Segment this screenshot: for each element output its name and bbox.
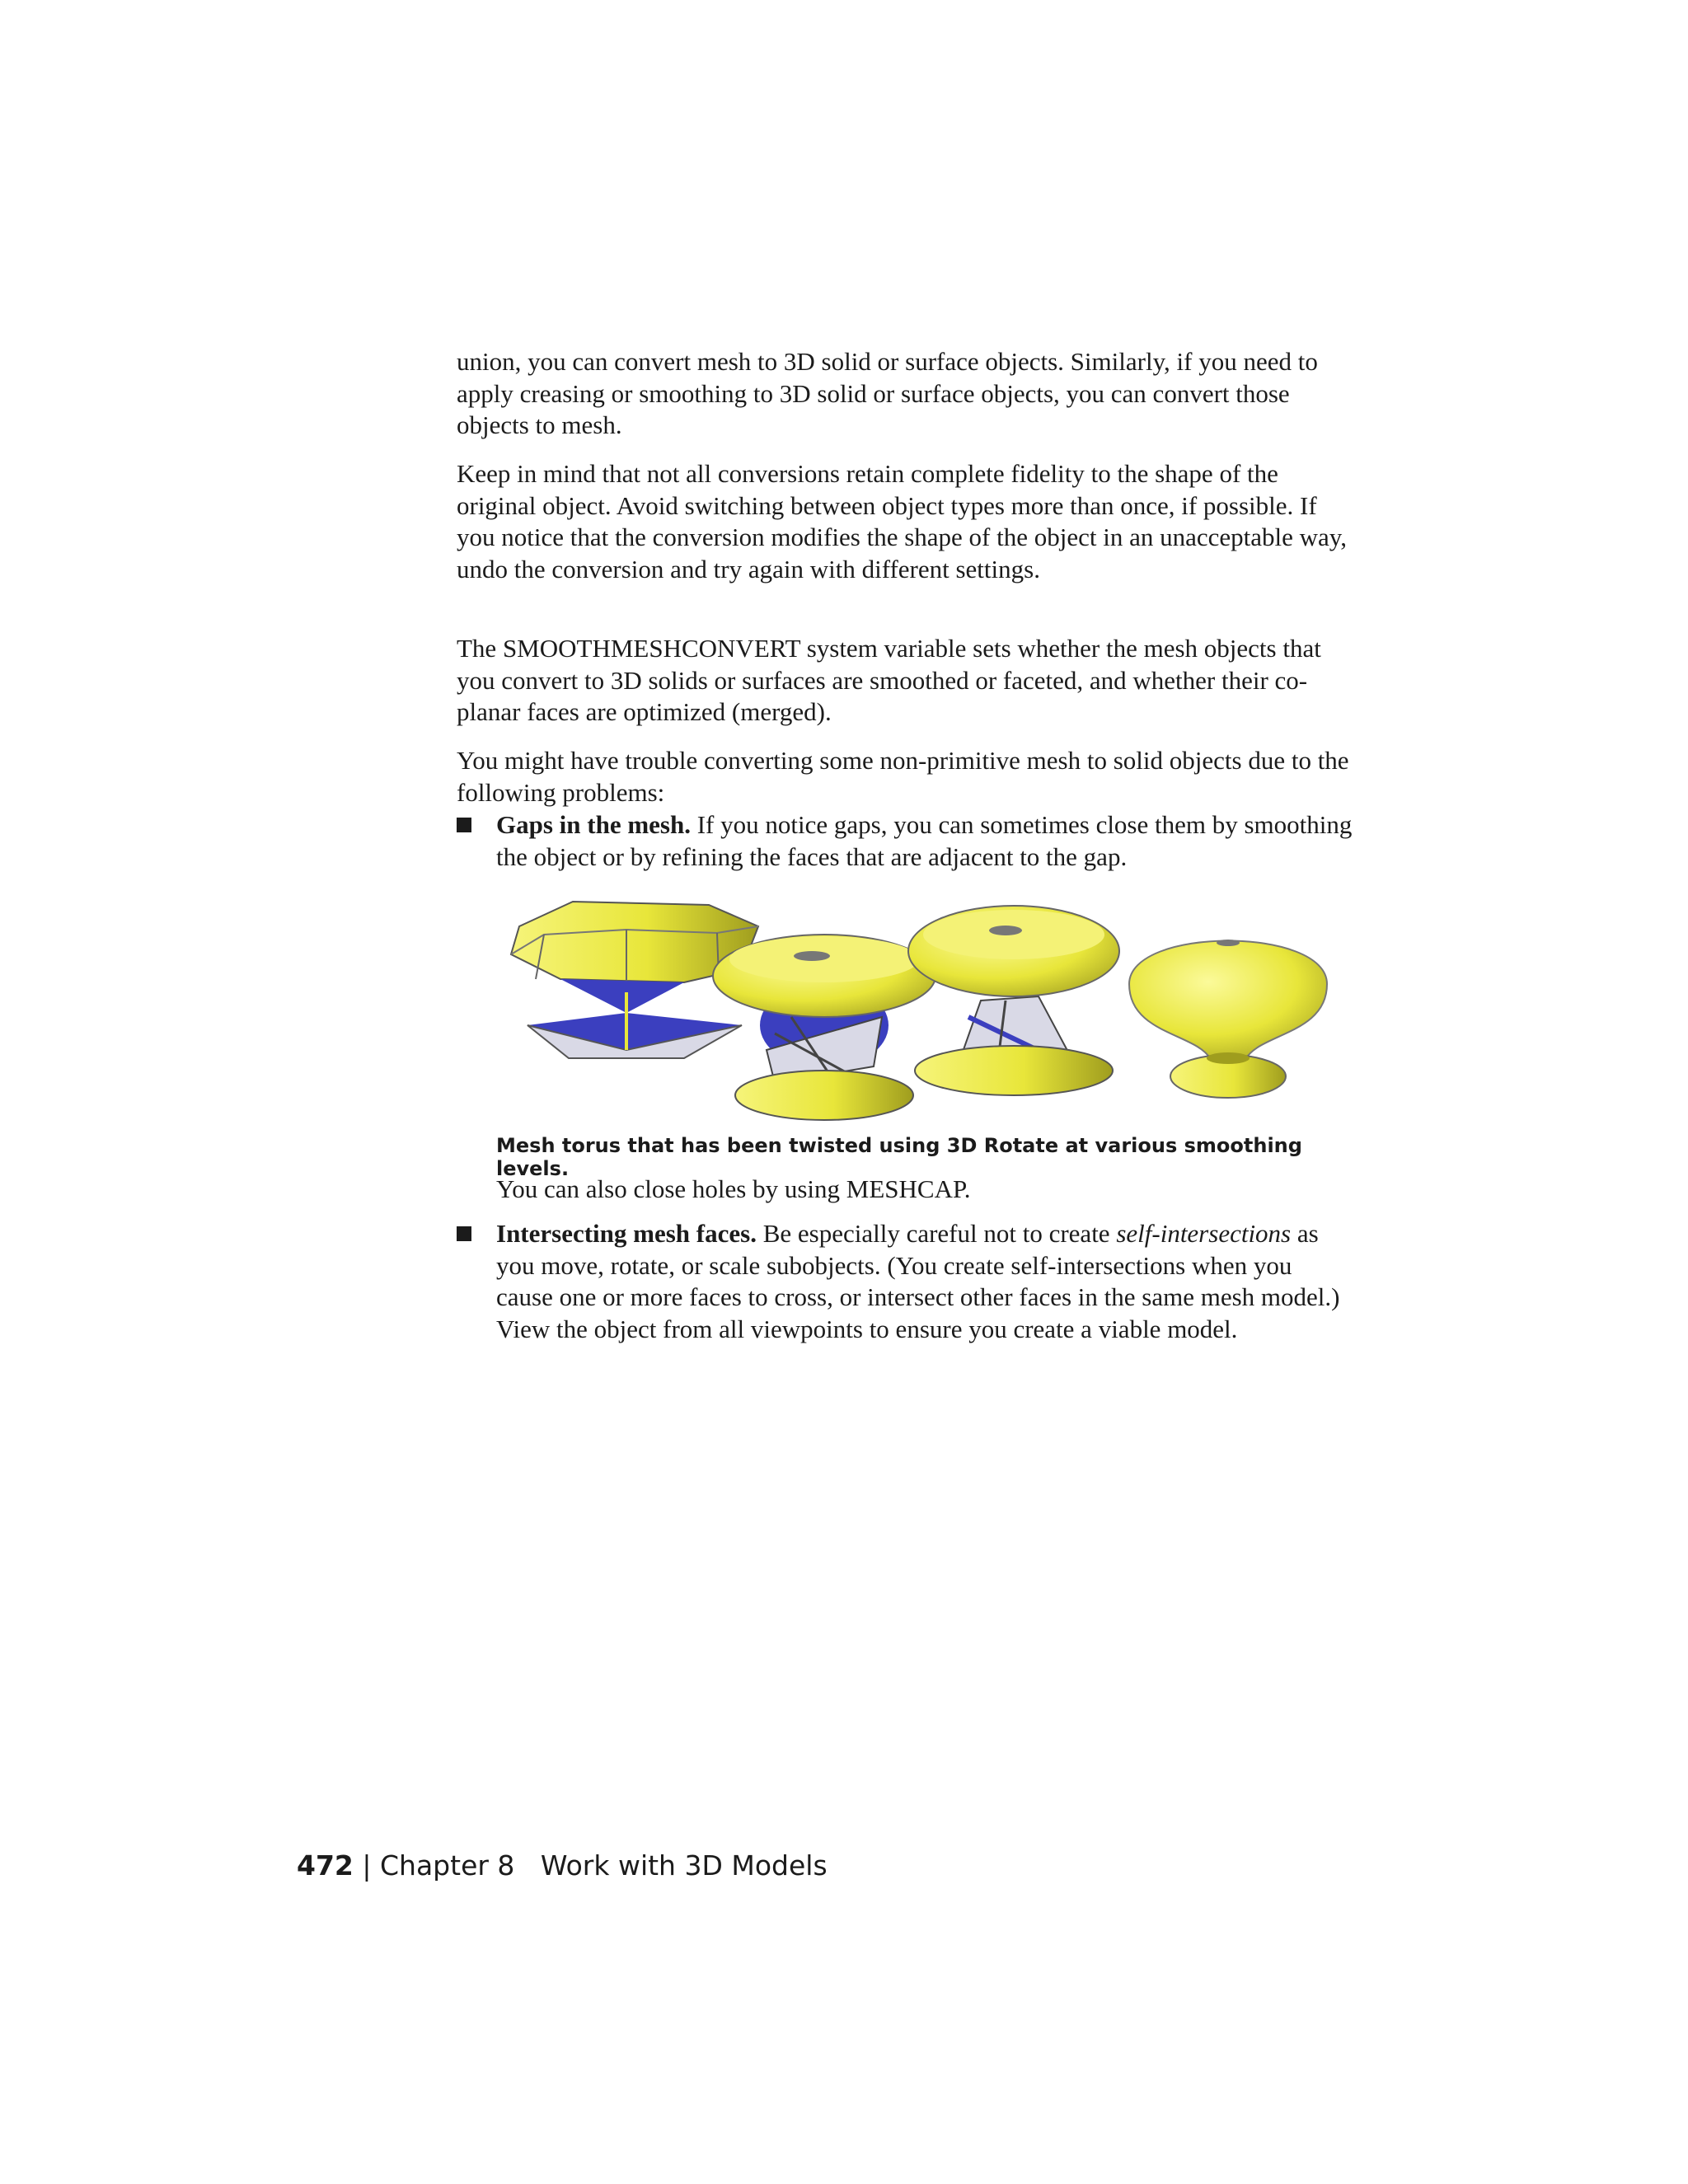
bullet-body: If you notice gaps, you can sometimes close them by smoothing the object or by refining the faces that are adjacent to the gap. [496, 810, 1353, 871]
mesh-smooth-level-2-object [908, 906, 1119, 1095]
bullet-text [496, 1218, 1353, 1345]
bullet-lead: Intersecting mesh faces. [496, 1219, 757, 1248]
mesh-smooth-level-3-object [1129, 940, 1327, 1098]
mesh-torus-figure [495, 893, 1352, 1121]
paragraph-meshcap: You can also close holes by using MESHCAP. [496, 1174, 971, 1203]
page-number: 472 [297, 1849, 354, 1882]
mesh-smooth-level-1-object [713, 935, 935, 1120]
footer-chapter: Chapter 8 [380, 1849, 515, 1882]
bullet-gaps-in-mesh [457, 809, 1355, 875]
bullet-intersecting-faces [457, 1218, 1355, 1383]
footer-title: Work with 3D Models [540, 1849, 828, 1882]
paragraph-conversion-intro: union, you can convert mesh to 3D solid or surface objects. Similarly, if you need to apply creasing or smoothing to 3D solid or surface objects, you can convert those objects to mesh. [457, 347, 1318, 439]
bullet-lead: Gaps in the mesh. [496, 810, 691, 839]
figure-caption: Mesh torus that has been twisted using 3D Rotate at various smoothing levels. [496, 1134, 1302, 1180]
paragraph-conversion-problems: You might have trouble converting some non-primitive mesh to solid objects due to the following problems: [457, 746, 1349, 807]
footer-separator: | [353, 1849, 380, 1882]
bullet-italic-term: self-intersections [1116, 1219, 1292, 1248]
page-footer [297, 1849, 828, 1882]
paragraph-smoothmeshconvert: The SMOOTHMESHCONVERT system variable sets whether the mesh objects that you convert to 3D solids or surfaces are smoothed or faceted, and whether their co-planar faces are optimized (merged). [457, 634, 1321, 726]
square-bullet-icon [457, 818, 471, 832]
bullet-body-continued: as you move, rotate, or scale subobjects. (You create self-intersections when you cause one or more faces to cross, or intersect other faces in the same mesh model.) View the object from all viewpoints to ensure you create a viable model. [496, 1219, 1340, 1343]
bullet-body: Be especially careful not to create [756, 1219, 1117, 1248]
square-bullet-icon [457, 1226, 471, 1241]
paragraph-fidelity-warning: Keep in mind that not all conversions retain complete fidelity to the shape of the original object. Avoid switching between object types more than once, if possible. If you notice that the conversion modifies the shape of the object in an unacceptable way, undo the conversion and try again with different settings. [457, 459, 1348, 583]
bullet-text [496, 809, 1353, 873]
